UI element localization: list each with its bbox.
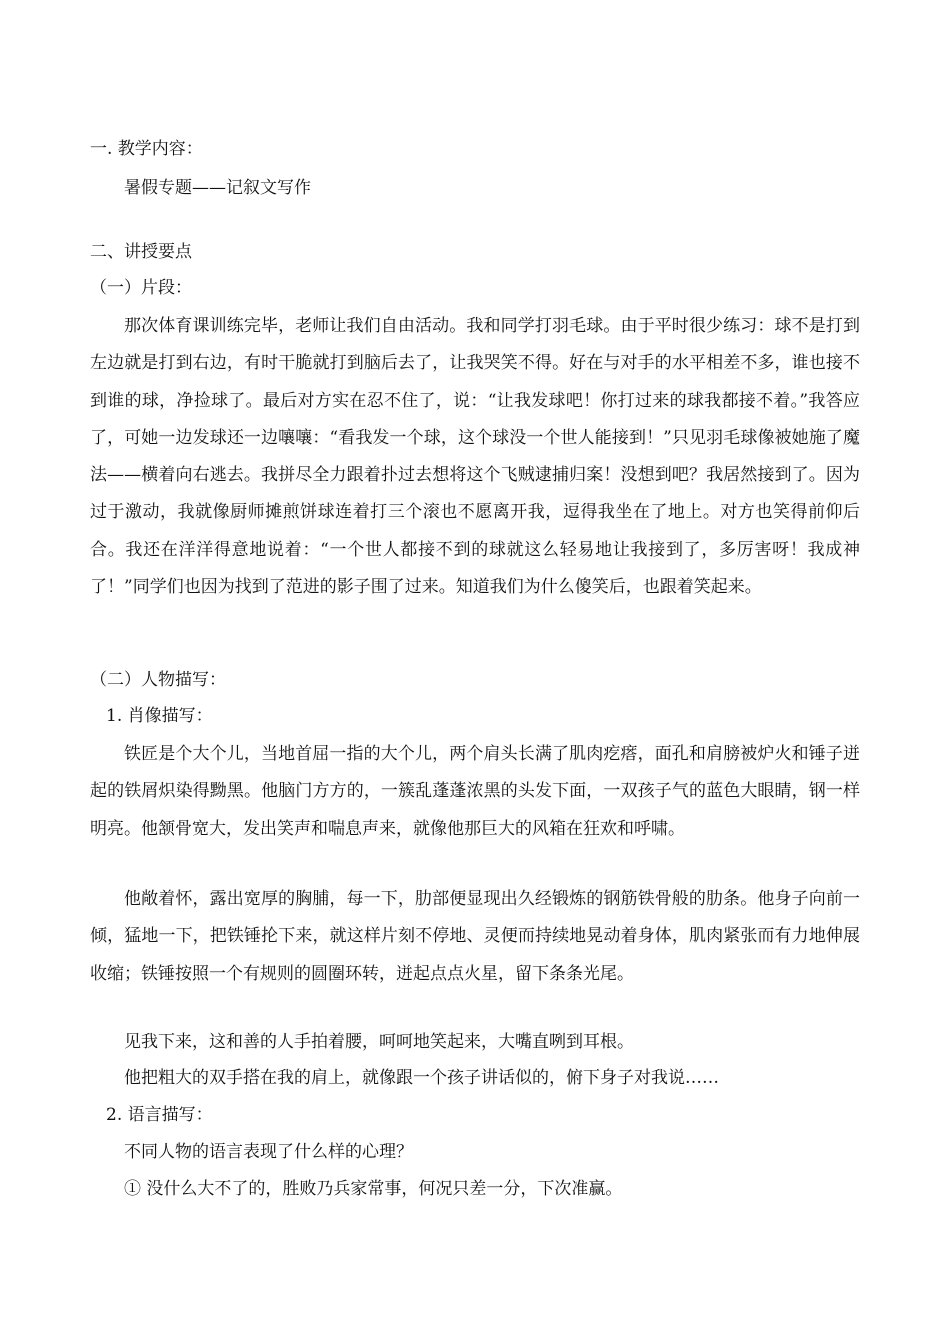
portrait-paragraph-2: 他敞着怀，露出宽厚的胸脯，每一下，肋部便显现出久经锻炼的钢筋铁骨般的肋条。他身子向前一倾，猛地一下，把铁锤抡下来，就这样片刻不停地、灵便而持续地晃动着身体，肌肉紧张而有力地伸展收缩；铁锤按照一个有规则的圆圈环转，迸起点点火星，留下条条光尾。	[90, 889, 860, 984]
language-heading: 2. 语言描写：	[106, 1105, 213, 1125]
language-item-1: ① 没什么大不了的，胜败乃兵家常事，何况只差一分，下次准赢。	[124, 1179, 623, 1199]
section1-heading: 一. 教学内容：	[90, 139, 203, 159]
portrait-paragraph-1: 铁匠是个大个儿，当地首屈一指的大个儿，两个肩头长满了肌肉疙瘩，面孔和肩膀被炉火和锤子迸起的铁屑炽染得黝黑。他脑门方方的，一簇乱蓬蓬浓黑的头发下面，一双孩子气的蓝色大眼睛，钢一样明亮。他颔骨宽大，发出笑声和喘息声来，就像他那巨大的风箱在狂欢和呼啸。	[90, 744, 860, 839]
part2-heading: （二）人物描写：	[90, 670, 226, 690]
part1-paragraph: 那次体育课训练完毕，老师让我们自由活动。我和同学打羽毛球。由于平时很少练习：球不是打到左边就是打到右边，有时干脆就打到脑后去了，让我哭笑不得。好在与对手的水平相差不多，谁也接不到谁的球，净捡球了。最后对方实在忍不住了，说：“让我发球吧！你打过来的球我都接不着。”我答应了，可她一边发球还一边嚷嚷：“看我发一个球，这个球没一个世人能接到！”只见羽毛球像被她施了魔法——横着向右逃去。我拼尽全力跟着扑过去想将这个飞贼逮捕归案！没想到吧？我居然接到了。因为过于激动，我就像厨师摊煎饼球连着打三个滚也不愿离开我，逗得我坐在了地上。对方也笑得前仰后合。我还在洋洋得意地说着：“一个世人都接不到的球就这么轻易地让我接到了，多厉害呀！我成神了！”同学们也因为找到了范进的影子围了过来。知道我们为什么傻笑后，也跟着笑起来。	[90, 316, 860, 598]
portrait-paragraph-4: 他把粗大的双手搭在我的肩上，就像跟一个孩子讲话似的，俯下身子对我说……	[124, 1068, 719, 1088]
portrait-heading: 1. 肖像描写：	[106, 706, 213, 726]
language-question: 不同人物的语言表现了什么样的心理？	[124, 1142, 413, 1162]
section1-topic: 暑假专题——记叙文写作	[124, 178, 311, 198]
section2-heading: 二、讲授要点	[90, 242, 192, 262]
part1-heading: （一）片段：	[90, 278, 192, 298]
portrait-paragraph-3: 见我下来，这和善的人手拍着腰，呵呵地笑起来，大嘴直咧到耳根。	[124, 1032, 634, 1052]
